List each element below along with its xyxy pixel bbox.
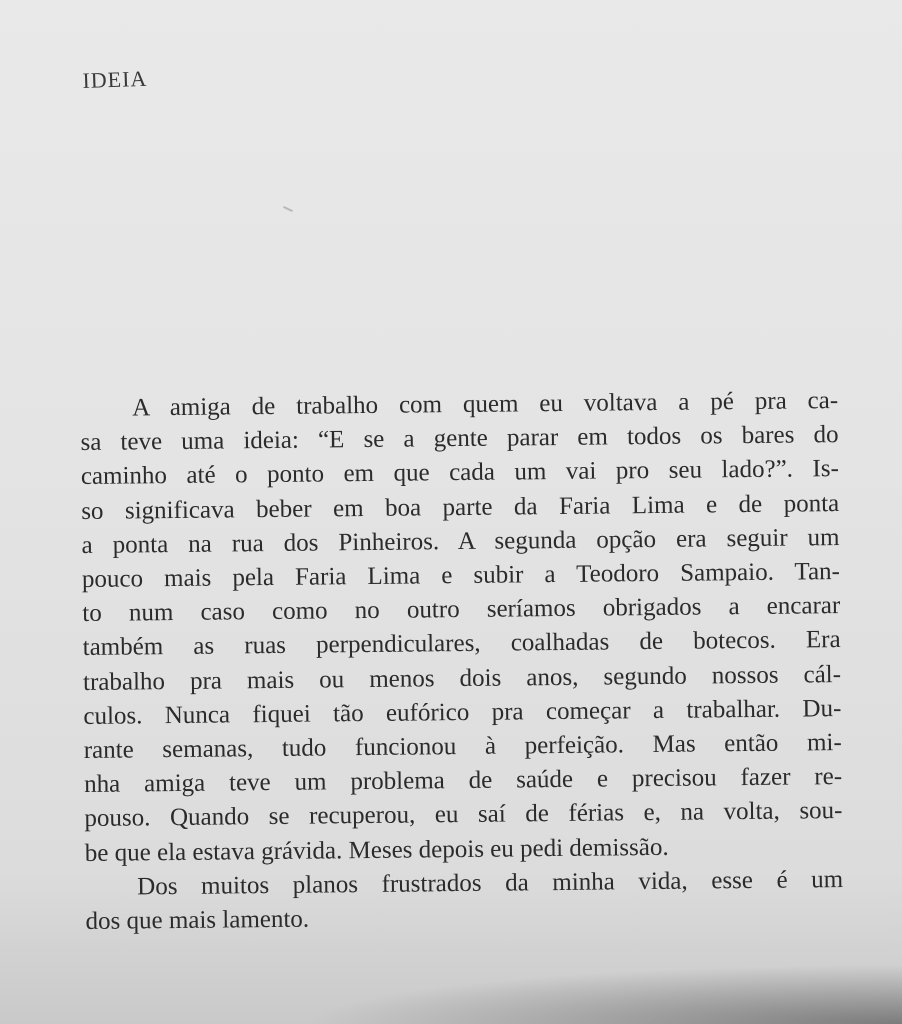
text-line: so significava beber em boa parte da Faria Lima e de ponta [81,489,840,525]
text-line: caminho até o ponto em que cada um vai pro seu lado?”. Is- [80,455,839,491]
text-line: pouco mais pela Faria Lima e subir a Teodoro Sampaio. Tan- [81,558,841,594]
text-line: to num caso como no outro seríamos obrigados a encarar [82,592,841,628]
page-shadow [302,964,902,1024]
text-line: pouso. Quando se recuperou, eu saí de férias e, na volta, sou- [84,797,843,833]
page-speck [283,206,293,212]
text-line: culos. Nunca fiquei tão eufórico pra começar a trabalhar. Du- [83,694,842,730]
text-line: também as ruas perpendiculares, coalhadas de botecos. Era [82,626,841,662]
chapter-title: IDEIA [82,65,148,93]
body-text [80,384,844,939]
text-line: A amiga de trabalho com quem eu voltava a pé pra ca- [132,387,839,422]
text-line: be que ela estava grávida. Meses depois eu pedi demissão. [84,833,669,867]
text-line: a ponta na rua dos Pinheiros. A segunda opção era seguir um [81,523,840,559]
text-line: trabalho pra mais ou menos dois anos, segundo nossos cál- [82,660,842,696]
text-line: dos que mais lamento. [85,905,310,936]
text-line: Dos muitos planos frustrados da minha vida, esse é um [137,865,844,901]
text-line: nha amiga teve um problema de saúde e precisou fazer re- [83,763,843,799]
text-line: sa teve uma ideia: “E se a gente parar em todos os bares do [80,421,839,457]
text-line: rante semanas, tudo funcionou à perfeição. Mas então mi- [83,729,842,765]
